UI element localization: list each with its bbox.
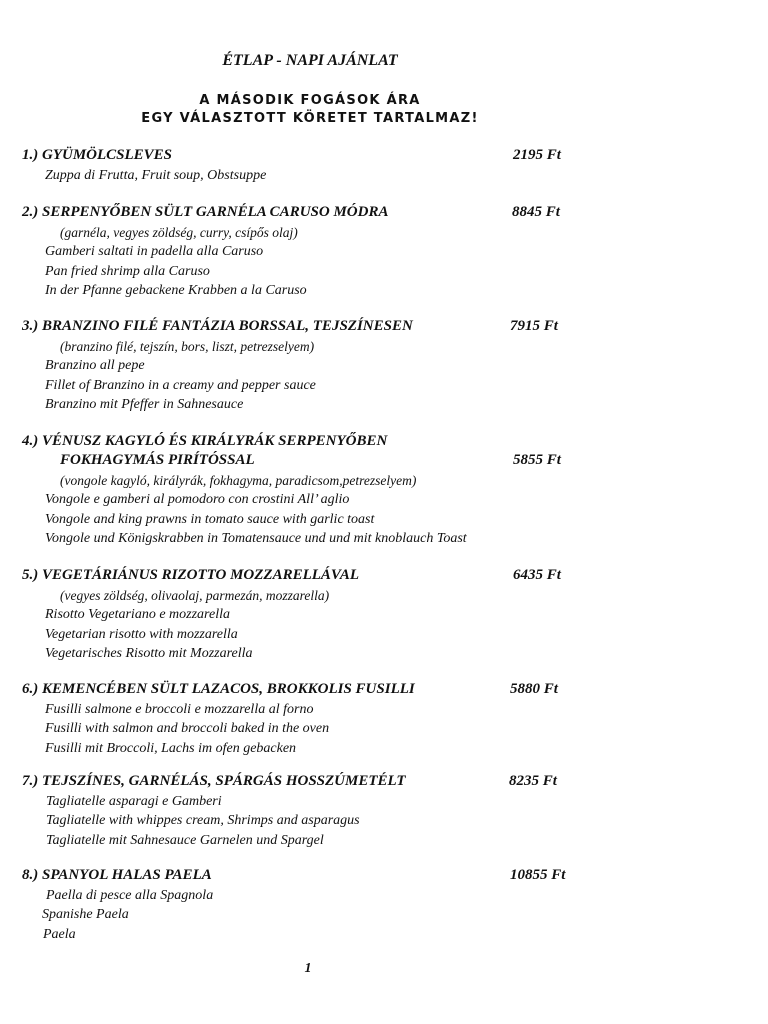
menu-item-price: 7915 Ft: [510, 318, 558, 334]
menu-item-description: Spanishe Paela: [42, 907, 129, 923]
menu-subtitle-line2: EGY VÁLASZTOTT KÖRETET TARTALMAZ!: [141, 111, 479, 126]
menu-item-price: 8235 Ft: [509, 773, 557, 789]
menu-item: [22, 773, 582, 850]
menu-item-name: 7.) TEJSZÍNES, GARNÉLÁS, SPÁRGÁS HOSSZÚMETÉLT: [22, 773, 406, 789]
menu-item-header: [22, 204, 582, 223]
menu-item-name: 8.) SPANYOL HALAS PAELA: [22, 867, 212, 883]
menu-item-price: 2195 Ft: [513, 147, 561, 163]
menu-item-name: 6.) KEMENCÉBEN SÜLT LAZACOS, BROKKOLIS FUSILLI: [22, 681, 415, 697]
menu-item: [22, 433, 582, 548]
menu-item-description: Paela: [43, 926, 76, 942]
menu-item-header: [22, 773, 582, 792]
menu-item-header: [22, 433, 582, 452]
menu-title: ÉTLAP - NAPI AJÁNLAT: [222, 52, 398, 69]
menu-item: [22, 318, 582, 414]
menu-item-description: Fusilli mit Broccoli, Lachs im ofen gebacken: [45, 740, 297, 756]
menu-item-name-line2: FOKHAGYMÁS PIRÍTÓSSAL: [60, 452, 255, 468]
menu-item: [22, 681, 582, 758]
menu-subtitle-line1: A MÁSODIK FOGÁSOK ÁRA: [199, 93, 421, 108]
menu-item-name: 2.) SERPENYŐBEN SÜLT GARNÉLA CARUSO MÓDRA: [22, 204, 389, 220]
menu-item-price: 6435 Ft: [513, 567, 561, 583]
menu-item-ingredients: (vegyes zöldség, olivaolaj, parmezán, mozzarella): [60, 588, 330, 603]
menu-item-description: Vongole and king prawns in tomato sauce with garlic toast: [45, 511, 375, 527]
menu-item-description: Vegetarian risotto with mozzarella: [45, 626, 238, 642]
menu-item-description: In der Pfanne gebackene Krabben a la Caruso: [45, 282, 307, 298]
menu-item: [22, 147, 582, 185]
menu-item-description: Risotto Vegetariano e mozzarella: [45, 607, 230, 623]
menu-item-header: [22, 567, 582, 586]
menu-item-description: Pan fried shrimp alla Caruso: [45, 263, 210, 279]
menu-item-description: Gamberi saltati in padella alla Caruso: [45, 244, 264, 260]
menu-item-description: Fusilli with salmon and broccoli baked in the oven: [45, 721, 330, 737]
menu-item-price: 5880 Ft: [510, 681, 558, 697]
menu-item-name: 3.) BRANZINO FILÉ FANTÁZIA BORSSAL, TEJSZÍNESEN: [22, 318, 413, 334]
menu-item-header: [22, 147, 582, 166]
menu-item-ingredients: (branzino filé, tejszín, bors, liszt, petrezselyem): [60, 339, 315, 354]
menu-item-description: Zuppa di Frutta, Fruit soup, Obstsuppe: [45, 168, 267, 183]
menu-item-description: Fillet of Branzino in a creamy and pepper sauce: [45, 377, 316, 393]
menu-item-price: 10855 Ft: [510, 867, 566, 883]
menu-item-header-line2: [22, 452, 582, 471]
menu-item-name: 1.) GYÜMÖLCSLEVES: [22, 147, 173, 163]
menu-item: [22, 204, 582, 300]
menu-item-name: 4.) VÉNUSZ KAGYLÓ ÉS KIRÁLYRÁK SERPENYŐBEN: [22, 433, 388, 449]
menu-item-price: 5855 Ft: [513, 452, 561, 468]
page-number: 1: [304, 961, 312, 976]
menu-item-description: Tagliatelle asparagi e Gamberi: [46, 794, 222, 809]
menu-item-name: 5.) VEGETÁRIÁNUS RIZOTTO MOZZARELLÁVAL: [22, 567, 359, 583]
menu-item-price: 8845 Ft: [512, 204, 560, 220]
menu-item-description: Fusilli salmone e broccoli e mozzarella al forno: [45, 702, 314, 717]
menu-item-description: Branzino all pepe: [45, 358, 145, 374]
menu-item-description: Tagliatelle with whippes cream, Shrimps and asparagus: [46, 813, 360, 829]
menu-item: [22, 867, 582, 944]
menu-item-header: [22, 681, 582, 700]
menu-item-ingredients: (garnéla, vegyes zöldség, curry, csípős olaj): [60, 225, 298, 240]
menu-item-description: Paella di pesce alla Spagnola: [46, 888, 214, 903]
menu-item-description: Vongole und Königskrabben in Tomatensauce und und mit knoblauch Toast: [45, 530, 467, 546]
menu-item-description: Branzino mit Pfeffer in Sahnesauce: [45, 396, 244, 412]
menu-item-description: Vongole e gamberi al pomodoro con crostini All’ aglio: [45, 492, 350, 508]
menu-item-description: Vegetarisches Risotto mit Mozzarella: [45, 645, 253, 661]
menu-item: [22, 567, 582, 663]
menu-item-description: Tagliatelle mit Sahnesauce Garnelen und Spargel: [46, 832, 324, 848]
menu-item-header: [22, 318, 582, 337]
menu-item-header: [22, 867, 582, 886]
menu-item-ingredients: (vongole kagyló, királyrák, fokhagyma, paradicsom,petrezselyem): [60, 473, 417, 488]
